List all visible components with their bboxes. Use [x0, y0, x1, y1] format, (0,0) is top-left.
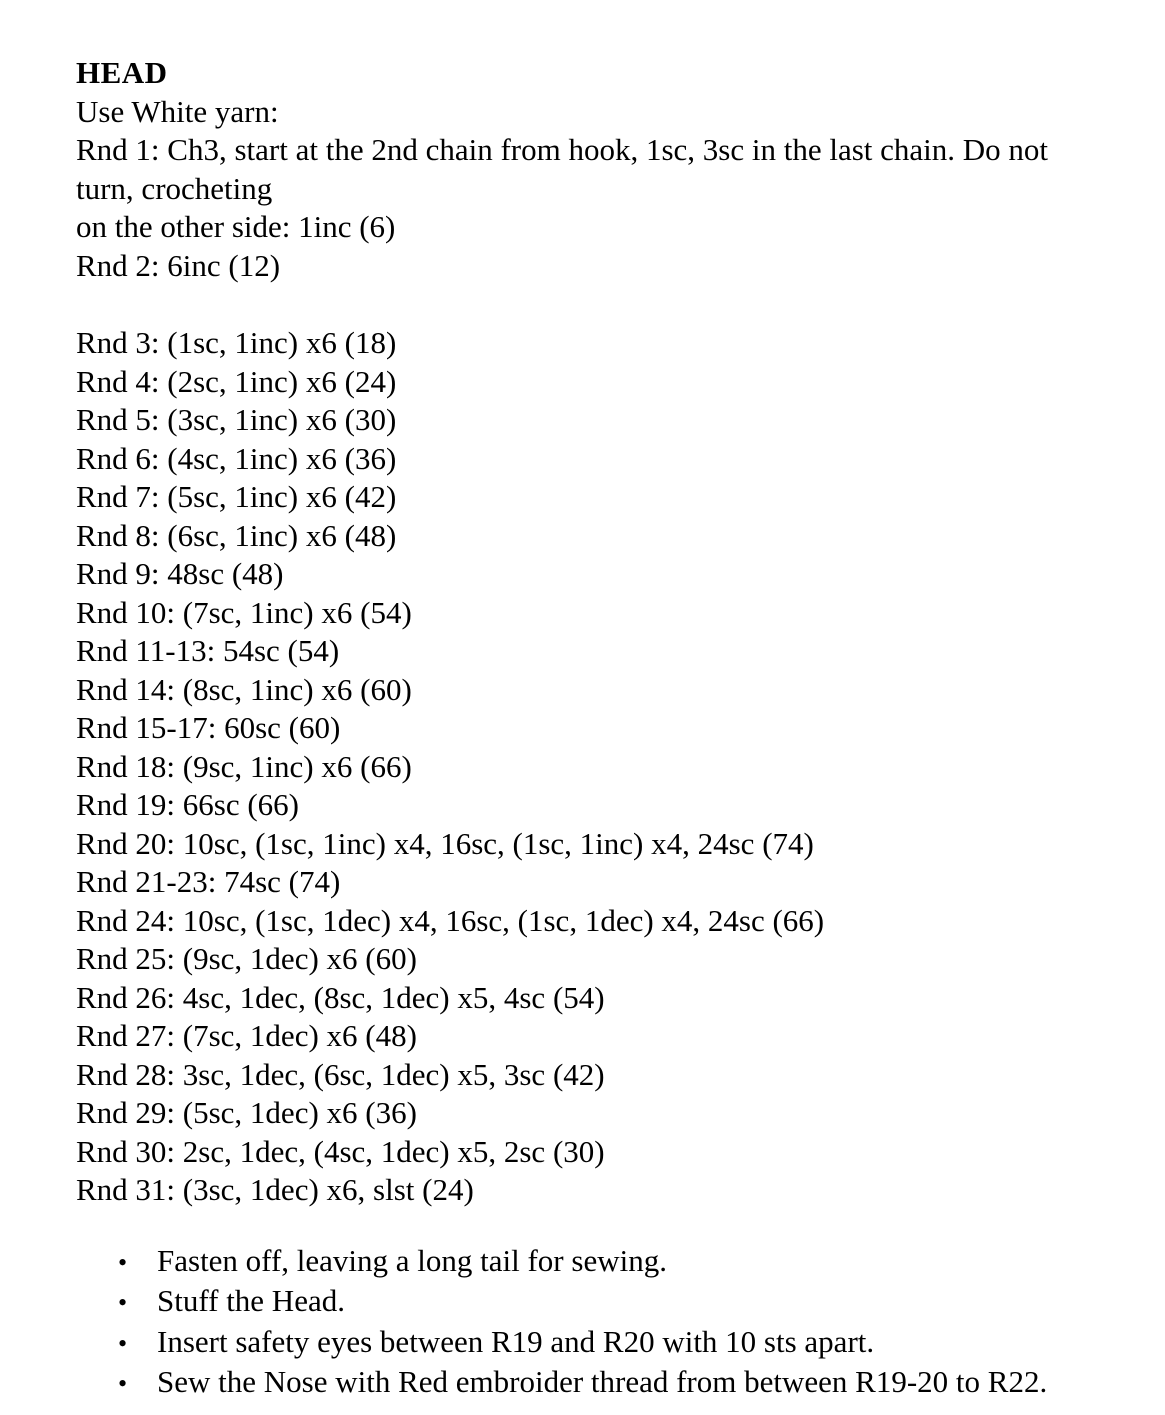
- round-instruction-line: Rnd 30: 2sc, 1dec, (4sc, 1dec) x5, 2sc (30): [76, 1133, 605, 1169]
- round-instruction-line: Rnd 5: (3sc, 1inc) x6 (30): [76, 402, 397, 437]
- list-item: [76, 1242, 1125, 1283]
- round-instruction-line: Rnd 18: (9sc, 1inc) x6 (66): [76, 748, 412, 784]
- list-item: [76, 1323, 1125, 1364]
- bullet-icon: •: [118, 1369, 128, 1398]
- round-instruction-line: Rnd 21-23: 74sc (74): [76, 864, 341, 899]
- bullet-icon: •: [118, 1328, 128, 1358]
- round-instruction-line: Rnd 26: 4sc, 1dec, (8sc, 1dec) x5, 4sc (54): [76, 979, 605, 1015]
- round-instruction-line: Rnd 20: 10sc, (1sc, 1inc) x4, 16sc, (1sc, 1inc) x4, 24sc (74): [76, 825, 814, 861]
- note-text: Fasten off, leaving a long tail for sewing.: [157, 1242, 667, 1278]
- bullet-icon: •: [118, 1288, 128, 1317]
- round-instruction-line: Rnd 27: (7sc, 1dec) x6 (48): [76, 1018, 417, 1053]
- note-text: Sew the Nose with Red embroider thread from between R19-20 to R22.: [157, 1364, 1048, 1399]
- intro-text-line: on the other side: 1inc (6): [76, 209, 396, 244]
- round-instruction-line: Rnd 24: 10sc, (1sc, 1dec) x4, 16sc, (1sc, 1dec) x4, 24sc (66): [76, 902, 825, 938]
- intro-text-line: Use White yarn:: [76, 93, 279, 129]
- bullet-icon: •: [118, 1247, 128, 1277]
- round-instruction-line: Rnd 15-17: 60sc (60): [76, 710, 341, 745]
- finishing-notes-list: [76, 1242, 1125, 1404]
- intro-text-line: turn, crocheting: [76, 170, 273, 206]
- round-instruction-line: Rnd 28: 3sc, 1dec, (6sc, 1dec) x5, 3sc (42): [76, 1056, 605, 1092]
- list-item: [76, 1282, 1125, 1323]
- round-instruction-line: Rnd 19: 66sc (66): [76, 787, 300, 822]
- list-item: [76, 1363, 1125, 1404]
- note-text: Stuff the Head.: [157, 1283, 345, 1318]
- intro-text-line: Rnd 1: Ch3, start at the 2nd chain from hook, 1sc, 3sc in the last chain. Do not: [76, 132, 1049, 167]
- section-title: HEAD: [76, 55, 168, 90]
- round-instruction-line: Rnd 11-13: 54sc (54): [76, 633, 340, 668]
- round-instruction-line: Rnd 9: 48sc (48): [76, 556, 284, 591]
- paragraph-spacer: [76, 285, 1125, 324]
- round-instruction-line: Rnd 4: (2sc, 1inc) x6 (24): [76, 363, 397, 399]
- rounds-paragraph: [76, 324, 1125, 1210]
- round-instruction-line: Rnd 31: (3sc, 1dec) x6, slst (24): [76, 1172, 474, 1207]
- round-instruction-line: Rnd 14: (8sc, 1inc) x6 (60): [76, 671, 412, 707]
- round-instruction-line: Rnd 10: (7sc, 1inc) x6 (54): [76, 594, 412, 630]
- round-instruction-line: Rnd 6: (4sc, 1inc) x6 (36): [76, 440, 397, 476]
- intro-paragraph: [76, 93, 1125, 286]
- note-text: Insert safety eyes between R19 and R20 with 10 sts apart.: [157, 1323, 875, 1359]
- round-instruction-line: Rnd 29: (5sc, 1dec) x6 (36): [76, 1095, 417, 1130]
- intro-text-line: Rnd 2: 6inc (12): [76, 247, 281, 283]
- round-instruction-line: Rnd 7: (5sc, 1inc) x6 (42): [76, 479, 397, 514]
- round-instruction-line: Rnd 25: (9sc, 1dec) x6 (60): [76, 941, 417, 976]
- round-instruction-line: Rnd 8: (6sc, 1inc) x6 (48): [76, 517, 397, 553]
- round-instruction-line: Rnd 3: (1sc, 1inc) x6 (18): [76, 325, 397, 360]
- notes-spacer: [76, 1210, 1125, 1242]
